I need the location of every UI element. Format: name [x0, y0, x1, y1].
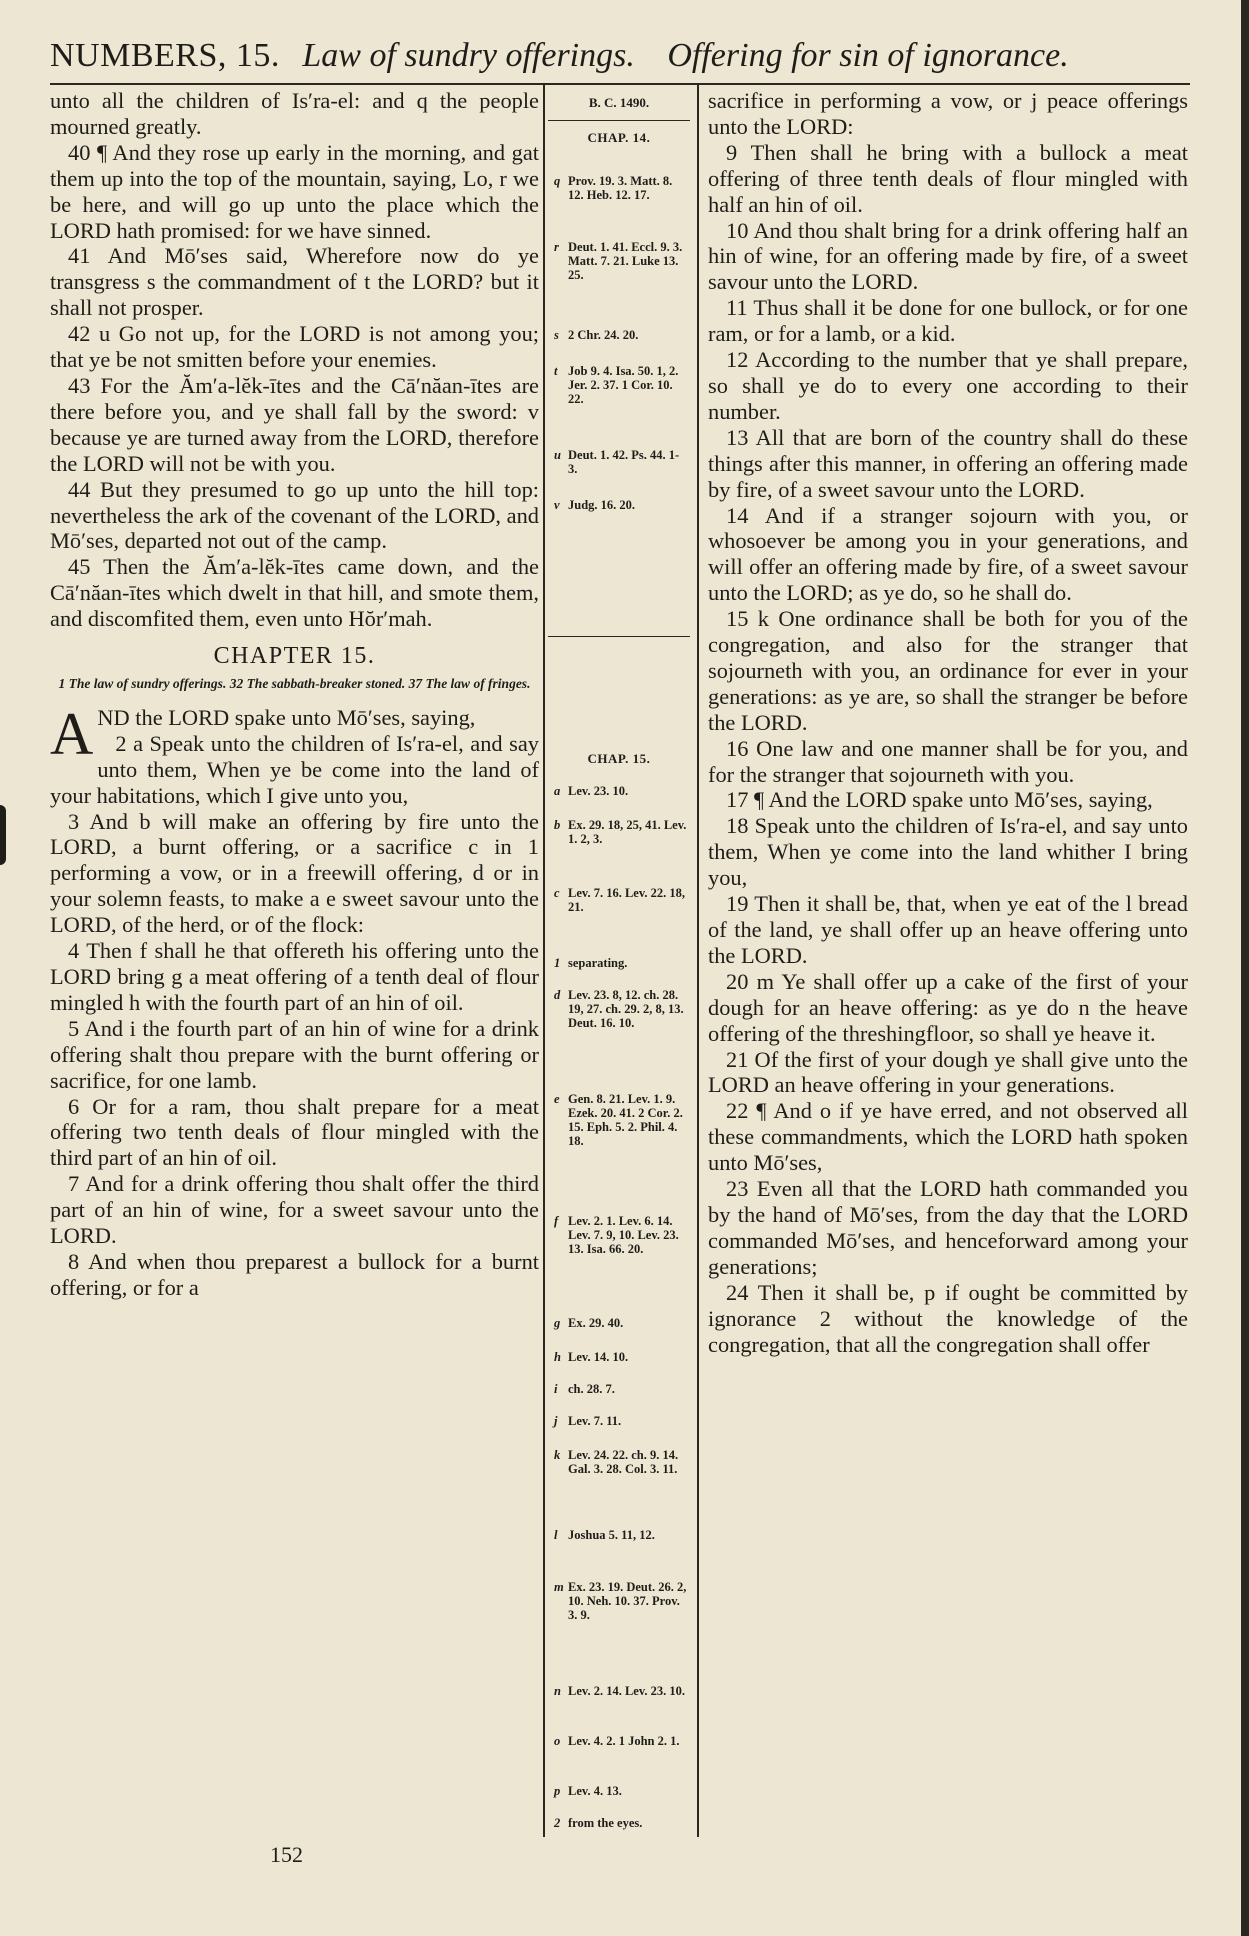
margin-ref: g Ex. 29. 40.	[554, 1316, 624, 1330]
margin-ref: a Lev. 23. 10.	[554, 784, 629, 798]
verse: 43 For the Ăm′a-lĕk-ītes and the Cā′năan-ītes are there before you, and ye shall fall by the sword: v because ye are turned away from the LORD, therefore the LORD will not be with you.	[50, 372, 539, 476]
chapter-summary: 1 The law of sundry offerings. 32 The sabbath-breaker stoned. 37 The law of fringes.	[58, 675, 531, 691]
margin-ref: b Ex. 29. 18, 25, 41. Lev. 1. 2, 3.	[554, 818, 687, 846]
margin-rule	[548, 120, 690, 121]
verse: 45 Then the Ăm′a-lĕk-ītes came down, and the Cā′năan-ītes which dwelt in that hill, and smote them, and discomfited them, even unto Hŏr′mah.	[50, 554, 539, 632]
verse: 24 Then it shall be, p if ought be committed by ignorance 2 without the knowledge of the congregation, that all the congregation shall offer	[708, 1279, 1188, 1357]
running-header	[50, 34, 1190, 78]
verse: 15 k One ordinance shall be both for you of the congregation, and also for the stranger that sojourneth with you, an ordinance for ever in your generations: as ye are, so shall the stranger be before the LORD.	[708, 606, 1188, 735]
verse: 13 All that are born of the country shall do these things after this manner, in offering an offering made by fire, of a sweet savour unto the LORD.	[708, 424, 1188, 502]
verse: 11 Thus shall it be done for one bullock, or for one ram, or for a lamb, or a kid.	[708, 295, 1188, 347]
verse: 18 Speak unto the children of Is′ra-el, and say unto them, When ye come into the land whither I bring you,	[708, 813, 1188, 891]
verse: 10 And thou shalt bring for a drink offering half an hin of wine, for an offering made by fire, of a sweet savour unto the LORD.	[708, 217, 1188, 295]
page-number: 152	[270, 1842, 303, 1867]
verse: 44 But they presumed to go up unto the hill top: nevertheless the ark of the covenant of the LORD, and Mō′ses, departed not out of the camp.	[50, 476, 539, 554]
verse: 21 Of the first of your dough ye shall give unto the LORD an heave offering in your generations.	[708, 1046, 1188, 1098]
verse: 20 m Ye shall offer up a cake of the first of your dough for an heave offering: as ye do n the heave offering of the threshingfloor, so shall ye heave it.	[708, 968, 1188, 1046]
header-title: Law of sundry offerings.	[302, 37, 635, 74]
margin-ref: v Judg. 16. 20.	[554, 498, 636, 512]
margin-ref: k Lev. 24. 22. ch. 9. 14. Gal. 3. 28. Col. 3. 11.	[554, 1448, 679, 1476]
verse: 14 And if a stranger sojourn with you, or whosoever be among you in your generations, and will offer an offering made by fire, of a sweet savour unto the LORD; as ye do, so he shall do.	[708, 502, 1188, 606]
margin-ref: 2 from the eyes.	[554, 1816, 643, 1830]
verse: sacrifice in performing a vow, or j peace offerings unto the LORD:	[708, 88, 1188, 139]
margin-chapter-15: CHAP. 15.	[587, 751, 651, 766]
verse: 16 One law and one manner shall be for you, and for the stranger that sojourneth with you.	[708, 735, 1188, 787]
verse: 17 ¶ And the LORD spake unto Mō′ses, saying,	[726, 787, 1153, 813]
verse: unto all the children of Is′ra-el: and q the people mourned greatly.	[50, 88, 539, 139]
drop-cap: A	[50, 700, 94, 767]
verse: 7 And for a drink offering thou shalt offer the third part of an hin of wine, for a sweet savour unto the LORD.	[50, 1171, 539, 1249]
margin-ref: f Lev. 2. 1. Lev. 6. 14. Lev. 7. 9, 10. Lev. 23. 13. Isa. 66. 20.	[554, 1214, 679, 1256]
margin-ref: n Lev. 2. 14. Lev. 23. 10.	[554, 1684, 686, 1698]
verse: 3 And b will make an offering by fire unto the LORD, a burnt offering, or a sacrifice c in 1 performing a vow, or in a freewill offering, d or in your solemn feasts, to make a e sweet savour unto the LORD, of the herd, or of the flock:	[50, 808, 539, 938]
chapter-heading: CHAPTER 15.	[213, 643, 376, 670]
column-divider-right	[697, 85, 699, 1837]
margin-ref: i ch. 28. 7.	[554, 1382, 615, 1396]
margin-ref: m Ex. 23. 19. Deut. 26. 2, 10. Neh. 10. 37. Prov. 3. 9.	[554, 1580, 687, 1622]
chapter-opening	[50, 700, 539, 767]
verse: 42 u Go not up, for the LORD is not among you; that ye be not smitten before your enemies.	[50, 321, 539, 373]
margin-date: B. C. 1490.	[588, 95, 650, 110]
verse: 19 Then it shall be, that, when ye eat of the l bread of the land, ye shall offer up an heave offering unto the LORD.	[708, 891, 1188, 968]
left-column	[50, 88, 539, 1301]
margin-ref: s 2 Chr. 24. 20.	[554, 328, 639, 342]
margin-ref: j Lev. 7. 11.	[554, 1414, 622, 1428]
verse: 41 And Mō′ses said, Wherefore now do ye transgress s the commandment of t the LORD? but it shall not prosper.	[50, 243, 539, 321]
verse: 12 According to the number that ye shall prepare, so shall ye do to every one according to their number.	[708, 347, 1188, 424]
verse: 23 Even all that the LORD hath commanded you by the hand of Mō′ses, from the day that the LORD commanded Mō′ses, and henceforward among your generations;	[708, 1176, 1188, 1279]
verse: 8 And when thou preparest a bullock for a burnt offering, or for a	[50, 1248, 539, 1300]
margin-rule	[548, 636, 690, 637]
margin-ref: o Lev. 4. 2. 1 John 2. 1.	[554, 1734, 680, 1748]
page-fold-mark	[0, 805, 6, 865]
right-column	[708, 88, 1188, 1357]
header-book: NUMBERS, 15.	[50, 37, 280, 74]
header-rule	[50, 83, 1190, 85]
verse: 9 Then shall he bring with a bullock a meat offering of three tenth deals of flour mingled with half an hin of oil.	[708, 139, 1188, 217]
verse: 40 ¶ And they rose up early in the morning, and gat them up into the top of the mountain, saying, Lo, r we be here, and will go up unto the place which the LORD hath promised: for we have sinned.	[50, 139, 539, 243]
column-divider-left	[543, 85, 545, 1837]
verse: 22 ¶ And o if ye have erred, and not observed all these commandments, which the LORD hath spoken unto Mō′ses,	[708, 1098, 1188, 1176]
margin-ref: c Lev. 7. 16. Lev. 22. 18, 21.	[554, 886, 686, 914]
margin-references	[546, 86, 692, 145]
margin-ref: h Lev. 14. 10.	[554, 1350, 629, 1364]
page-edge	[1241, 0, 1249, 1936]
header-title-2: Offering for sin of ignorance.	[667, 37, 1069, 74]
margin-chapter-14: CHAP. 14.	[587, 130, 651, 145]
margin-ref: d Lev. 23. 8, 12. ch. 28. 19, 27. ch. 29. 2, 8, 13. Deut. 16. 10.	[554, 988, 684, 1030]
opening-text: ND the LORD spake unto Mō′ses, saying,	[97, 704, 476, 730]
margin-ref: r Deut. 1. 41. Eccl. 9. 3. Matt. 7. 21. Luke 13. 25.	[554, 240, 683, 282]
margin-ref: p Lev. 4. 13.	[554, 1784, 622, 1798]
margin-ref: 1 separating.	[554, 956, 628, 970]
verse: 6 Or for a ram, thou shalt prepare for a meat offering two tenth deals of flour mingled with the third part of an hin of oil.	[50, 1093, 539, 1171]
verse: 5 And i the fourth part of an hin of wine for a drink offering shalt thou prepare with the burnt offering or sacrifice, for one lamb.	[50, 1015, 539, 1093]
margin-ref: q Prov. 19. 3. Matt. 8. 12. Heb. 12. 17.	[554, 174, 673, 202]
margin-ref: l Joshua 5. 11, 12.	[554, 1528, 655, 1542]
margin-ref: e Gen. 8. 21. Lev. 1. 9. Ezek. 20. 41. 2 Cor. 2. 15. Eph. 5. 2. Phil. 4. 18.	[554, 1092, 683, 1148]
margin-ref: u Deut. 1. 42. Ps. 44. 1-3.	[554, 448, 680, 476]
verse: 2 a Speak unto the children of Is′ra-el, and say unto them, When ye be come into the land of your habitations, which I give unto you,	[50, 730, 539, 808]
verse: 4 Then f shall he that offereth his offering unto the LORD bring g a meat offering of a tenth deal of flour mingled h with the fourth part of an hin of oil.	[50, 938, 539, 1015]
margin-ref: t Job 9. 4. Isa. 50. 1, 2. Jer. 2. 37. 1 Cor. 10. 22.	[554, 364, 679, 406]
